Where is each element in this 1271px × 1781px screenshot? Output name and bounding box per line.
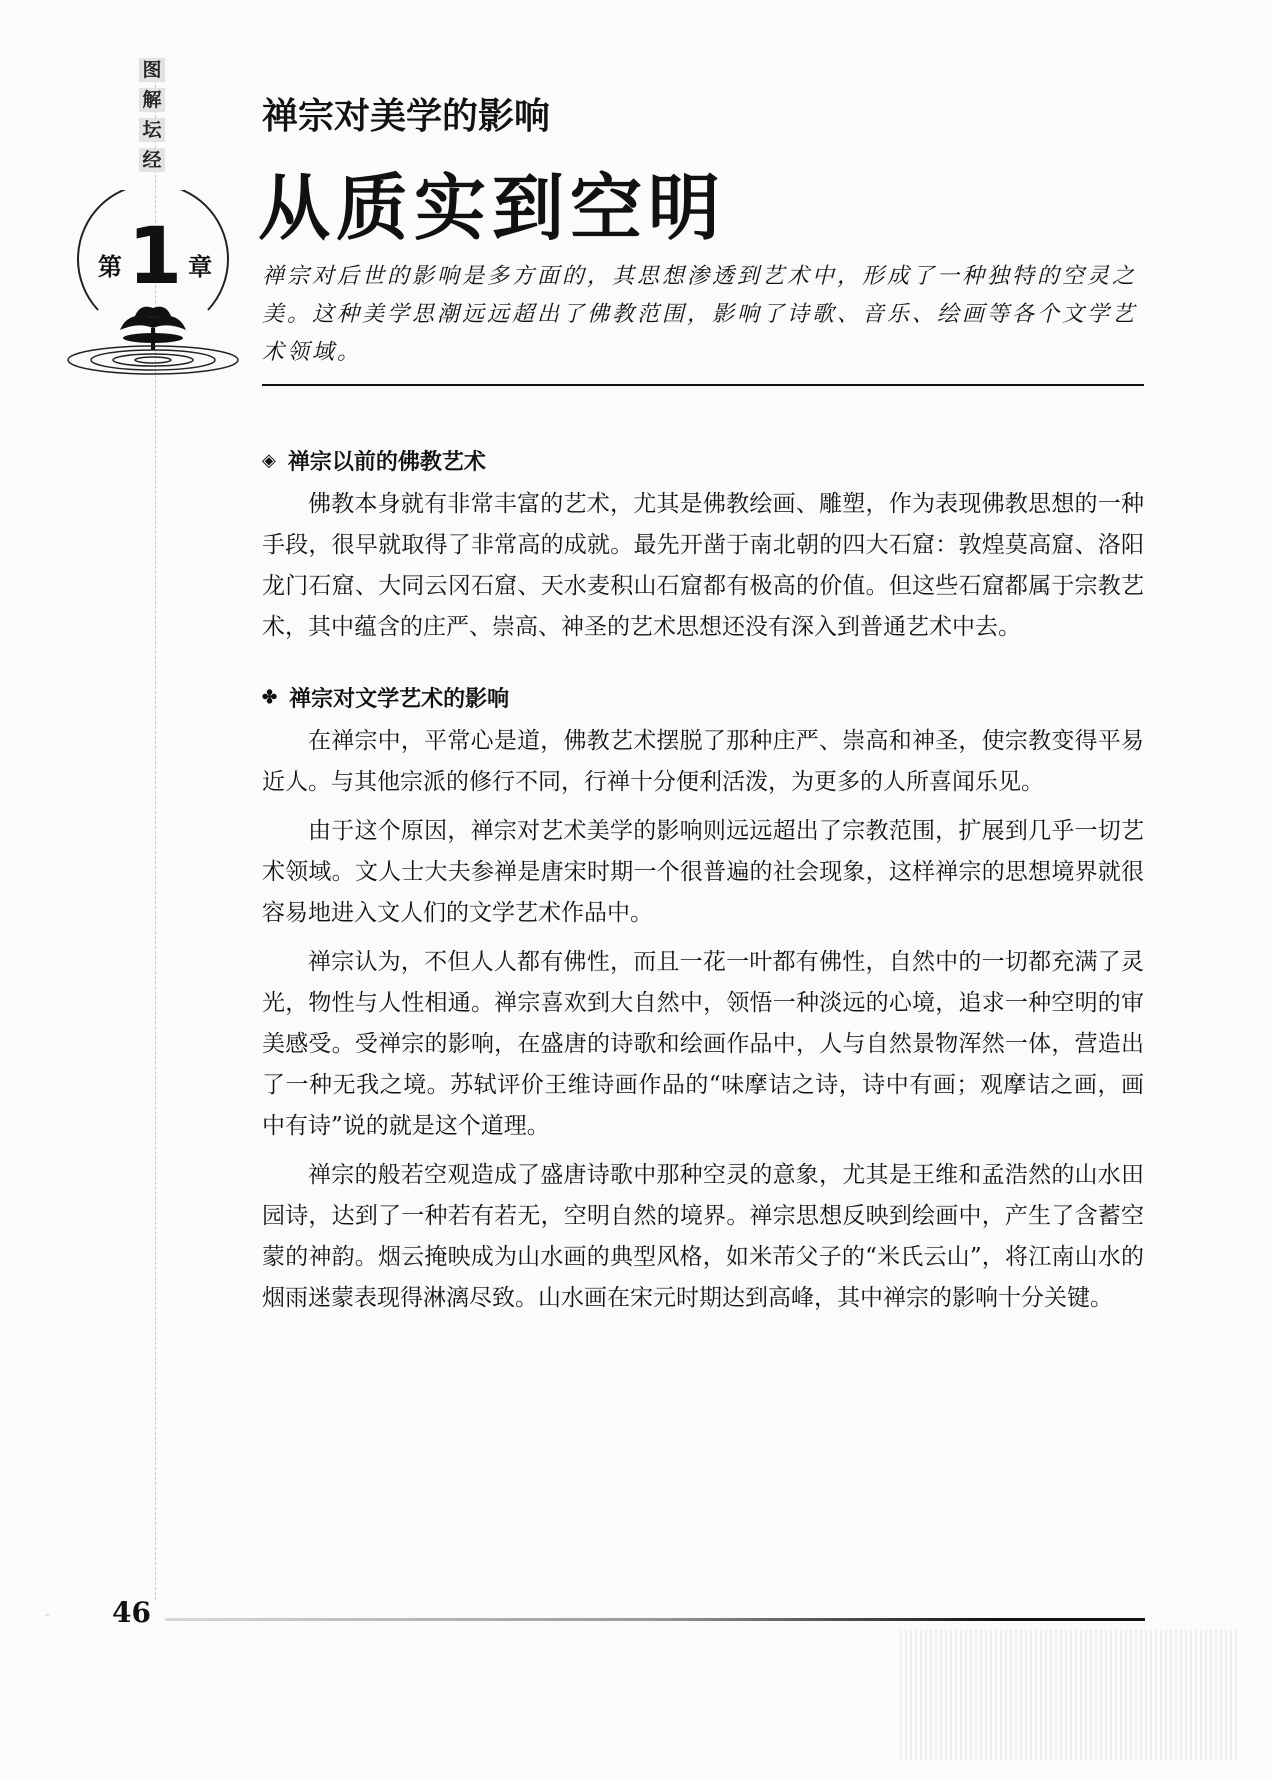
chapter-suffix: 章 xyxy=(188,252,213,281)
section-buddhist-art-before-zen xyxy=(262,445,1144,648)
paragraph: 禅宗认为，不但人人都有佛性，而且一花一叶都有佛性，自然中的一切都充满了灵光，物性与人性相通。禅宗喜欢到大自然中，领悟一种淡远的心境，追求一种空明的审美感受。受禅宗的影响，在盛唐的诗歌和绘画作品中，人与自然景物浑然一体，营造出了一种无我之境。苏轼评价王维诗画作品的“味摩诘之诗，诗中有画；观摩诘之画，画中有诗”说的就是这个道理。 xyxy=(262,949,1144,1139)
scan-noise xyxy=(900,1630,1240,1760)
footer-cloud-ornament-icon xyxy=(45,1600,115,1630)
section-zen-influence-on-literature xyxy=(262,682,1144,1319)
series-char: 解 xyxy=(139,88,165,112)
chapter-label xyxy=(95,212,215,302)
series-char: 经 xyxy=(139,148,165,172)
paragraph: 佛教本身就有非常丰富的艺术，尤其是佛教绘画、雕塑，作为表现佛教思想的一种手段，很早就取得了非常高的成就。最先开凿于南北朝的四大石窟：敦煌莫高窟、洛阳龙门石窟、大同云冈石窟、天水麦积山石窟都有极高的价值。但这些石窟都属于宗教艺术，其中蕴含的庄严、崇高、神圣的艺术思想还没有深入到普通艺术中去。 xyxy=(262,491,1144,640)
page-title: 从质实到空明 xyxy=(258,165,727,250)
series-title-vertical xyxy=(134,58,170,172)
paragraph: 由于这个原因，禅宗对艺术美学的影响则远远超出了宗教范围，扩展到几乎一切艺术领域。文人士大夫参禅是唐宋时期一个很普遍的社会现象，这样禅宗的思想境界就很容易地进入文人们的文学艺术作品中。 xyxy=(262,818,1144,926)
section-subtitle: 禅宗对美学的影响 xyxy=(262,95,551,137)
flower-bullet-icon: ✤ xyxy=(262,687,278,708)
section-heading xyxy=(262,682,1144,713)
paragraph: 在禅宗中，平常心是道，佛教艺术摆脱了那种庄严、崇高和神圣，使宗教变得平易近人。与其他宗派的修行不同，行禅十分便利活泼，为更多的人所喜闻乐见。 xyxy=(262,728,1144,795)
series-char: 图 xyxy=(139,58,165,82)
divider xyxy=(262,384,1144,386)
page-number: 46 xyxy=(112,1596,151,1629)
footer-rule xyxy=(165,1618,1145,1621)
diamond-bullet-icon: ◈ xyxy=(262,450,276,471)
section-heading-text: 禅宗对文学艺术的影响 xyxy=(289,686,510,712)
section-heading-text: 禅宗以前的佛教艺术 xyxy=(287,449,486,475)
intro-paragraph: 禅宗对后世的影响是多方面的，其思想渗透到艺术中，形成了一种独特的空灵之美。这种美学思潮远远超出了佛教范围，影响了诗歌、音乐、绘画等各个文学艺术领域。 xyxy=(262,264,1138,365)
paragraph: 禅宗的般若空观造成了盛唐诗歌中那种空灵的意象，尤其是王维和孟浩然的山水田园诗，达到了一种若有若无，空明自然的境界。禅宗思想反映到绘画中，产生了含蓄空蒙的神韵。烟云掩映成为山水画的典型风格，如米芾父子的“米氏云山”，将江南山水的烟雨迷蒙表现得淋漓尽致。山水画在宋元时期达到高峰，其中禅宗的影响十分关键。 xyxy=(262,1162,1144,1311)
series-char: 坛 xyxy=(139,118,165,142)
section-heading xyxy=(262,445,1144,476)
chapter-number: 1 xyxy=(127,212,183,302)
chapter-prefix: 第 xyxy=(97,252,122,281)
article-body xyxy=(262,445,1144,1319)
